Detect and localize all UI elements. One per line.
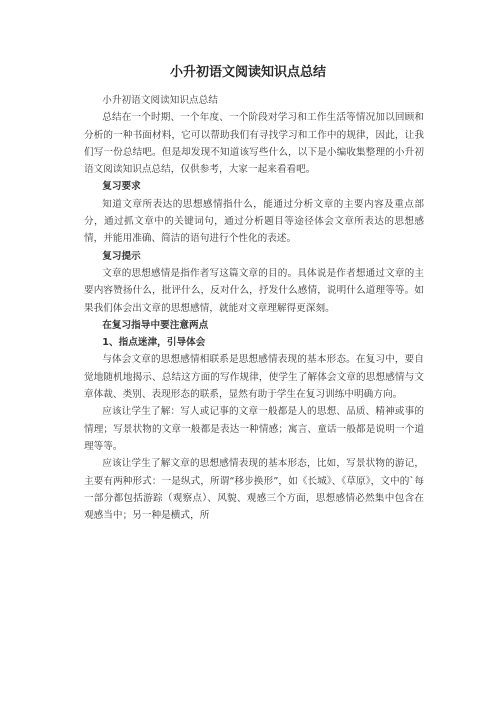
body-paragraph: 文章的思想感情是指作者写这篇文章的目的。具体说是作者想通过文章的主要内容赞扬什么，批评什么，反对什么，抒发什么感情，说明什么道理等等。如果我们体会出文章的思想感情，就能对文章理解得更深刻。 (84, 267, 424, 314)
document-body (84, 92, 424, 524)
section-heading-review-tips: 复习提示 (102, 250, 141, 262)
body-paragraph: 应该让学生了解：写人或记事的文章一般都是人的思想、品质、精神或事的情理；写景状物的文章一般都是表达一种情感；寓言、童话一般都是说明一个道理等等。 (84, 406, 424, 452)
subtitle-paragraph: 小升初语文阅读知识点总结 (102, 95, 218, 106)
document-title: 小升初语文阅读知识点总结 (169, 65, 326, 80)
section-heading-guidance: 在复习指导中要注意两点 (102, 319, 209, 331)
subheading-point-1: 1、指点迷津，引导体会 (102, 337, 206, 349)
body-paragraph: 应该让学生了解文章的思想感情表现的基本形态，比如，写景状物的游记，主要有两种形式：一是纵式，所谓“移步换形”，如《长城》、《草原》，文中的`每一部分都包括游踪（观察点）、风貌、观感三个方面，思想感情必然集中包含在观感当中；另一种是横式，所 (84, 458, 424, 522)
body-paragraph: 知道文章所表达的思想感情指什么，能通过分析文章的主要内容及重点部分，通过抓文章中的关键词句，通过分析题目等途径体会文章所表达的思想感情，并能用准确、简洁的语句进行个性化的表述。 (84, 198, 424, 245)
body-paragraph: 与体会文章的思想感情相联系是思想感情表现的基本形态。在复习中，要自觉地随机地揭示、总结这方面的写作规律，使学生了解体会文章的思想感情与文章体裁、类别、表现形态的联系，显然有助于学生在复习训练中明确方向。 (84, 354, 424, 401)
intro-paragraph: 总结在一个时期、一个年度、一个阶段对学习和工作生活等情况加以回顾和分析的一种书面材料，它可以帮助我们有寻找学习和工作中的规律，因此，让我们写一份总结吧。但是却发现不知道该写些什么，以下是小编收集整理的小升初语文阅读知识点总结，仅供参考，大家一起来看看吧。 (84, 112, 424, 176)
section-heading-review-requirements: 复习要求 (102, 181, 141, 193)
